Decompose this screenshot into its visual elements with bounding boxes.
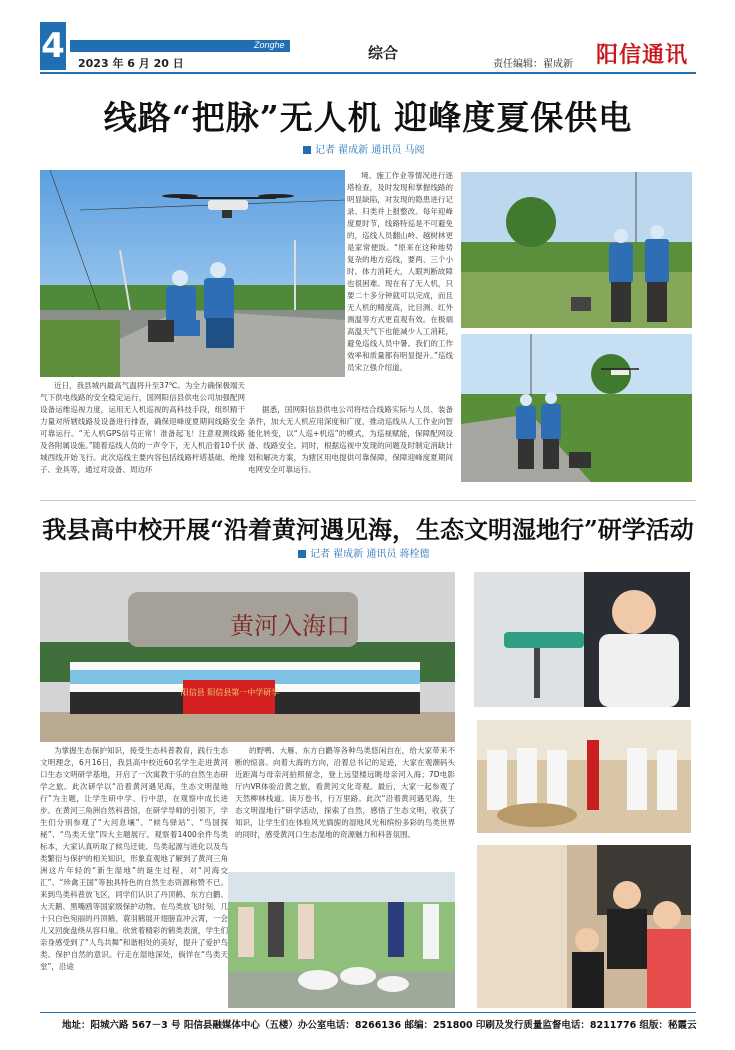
- editor-credit: 责任编辑：翟成新: [493, 59, 573, 70]
- article1-byline-text: 记者 翟成新 通讯员 马阅: [315, 145, 425, 156]
- byline-marker-icon: [298, 550, 306, 558]
- photo-workers-road-art: [461, 334, 692, 482]
- photo-museum-exhibit: [477, 720, 691, 833]
- photo-group-art: [40, 572, 455, 742]
- article1-col3-text: 据悉，国网阳信县供电公司将结合线路实际与人员、装备条件，加大无人机应用深度和广度，推动巡线从人工作业向智能化转变，以“人巡+机巡”的模式，为巡视赋能，保障配网设备、线路安全。同时，根据巡视中发现的问题及时制定消缺计划和解决方案，为辖区用电提供可靠保障，保障迎峰度夏期间电网安全可靠运行。: [248, 405, 453, 474]
- article2-column-1: [40, 745, 228, 973]
- photo-museum-art: [477, 720, 691, 833]
- photo-drone-operation-art: [40, 170, 345, 377]
- photo-workers-road: [461, 334, 692, 482]
- footer-divider: [40, 1012, 696, 1013]
- article2-col2-text: 的野鸭、大雁、东方白鹳等各种鸟类悠闲自在，给大家带来不断的惊喜。向着大海的方向，沿着总书记的足迹，大家在观潮码头近距离与母亲河拍照留念，登上远望楼远眺母亲河入海；7D电影厅内VR体验沿黄之旅，看黄河文化奇观。最后，大家一起参观了天然柳林栈道。读万卷书，行万里路。此次“沿着黄河遇见海，生态文明湿地行”研学活动，探索了自然，感悟了生态文明，收获了知识，让学生们在体验风光旖旎的湿地风光和缤纷多彩的鸟类世界的同时，感受黄河口生态湿地的资源魅力和科普氛围。: [235, 746, 455, 839]
- photo-group-yellow-river: [40, 572, 455, 742]
- issue-date: 2023 年 6 月 20 日: [78, 57, 184, 70]
- footer-info: 地址：阳城六路 567－3 号 阳信县融媒体中心（五楼）办公室电话：8266136 邮编：251800 印刷及发行质量监督电话：8211776 组版：秘霞云: [62, 1020, 697, 1031]
- article1-col1-text: 近日，我县城内最高气温将升至37℃。为全力确保极端天气下供电线路的安全稳定运行，国网阳信县供电公司加强配网设备运维巡视力度，运用无人机巡视的高科技手段，组织精干力量对所辖线路及设备进行排查，确保迎峰度夏期间线路安全可靠运行。“无人机GPS信号正常！准备起飞！注意观测线路及各附属设施。”随着巡线人员的一声令下，无人机沿着10千伏城西线开始飞行。此次巡线主要内容包括线路杆塔基础、绝缘子、金具等，通过对设备、周边环: [40, 381, 245, 474]
- newspaper-logo: 阳信通讯: [596, 42, 689, 68]
- article1-column-2: [347, 170, 453, 374]
- article2-col1-text: 为掌握生态保护知识，接受生态科普教育，践行生态文明理念，6月16日，我县高中校近60名学生走进黄河口生态文明研学基地，开启了一次寓教于乐的自然生态研学之旅。此次研学以“沿着黄河遇见海，生态文明湿地行”为主题，让学生研中学、行中思，在观察中成长进步。在黄河三角洲自然科普馆，在研学导师的引领下，学生们分别参观了“大河息壤”、“候鸟驿站”、“鸟国探秘”、“鸟类天堂”四大主题展厅。观察着1400余件鸟类标本，大家认真听取了候鸟迁徙、鸟类起源与进化以及鸟类繁衍与保护的相关知识，形象直观地了解到了黄河三角洲这片年轻的“新生湿地”的诞生过程，对“河海交汇”、“珍禽王国”等独具特色的自然生态资源称赞不已。来到鸟类科普放飞区，同学们认识了丹顶鹤、东方白鹳、大天鹅、黑嘴鸥等国家级保护动物。在鸟类放飞时刻，几十只白色宛丽的丹顶鹤、蓑羽鹤展开翅膀直冲云霄，一会儿又回旋盘绕从容归巢。欣赏着精彩的鹤类表演，学生们亲身感受到了“人鸟共舞”和谐相处的美好，提升了爱护鸟类、保护自然的意识。行走在湿地深处，倘佯在“鸟类天堂”，沿途: [40, 746, 228, 971]
- section-english: Zonghe: [254, 40, 285, 50]
- photo-students-cranes: [228, 872, 455, 1008]
- article2-column-2: [235, 745, 455, 841]
- header-divider: [40, 72, 696, 74]
- section-title: 综合: [368, 44, 399, 62]
- byline-marker-icon: [303, 146, 311, 154]
- article1-col2-text: 境、施工作业等情况进行逐塔检查，及时发现和掌握线路的明显缺陷，对发现的隐患进行记录、归类并上报整改。每年迎峰度夏时节，线路特巡是不可避免的，巡线人员翻山岭、越树林更是家常便饭。“原来在这种地势复杂的地方巡线，要两、三个小时。体力消耗大，人眼判断故障也很困难。现在有了无人机，只要二十多分钟就可以完成，而且无人机的精度高，比目测、红外测温等方式更直观有效。在极端高温天气下也能减少人工消耗，避免巡线人员中暑。我们的工作效率和质量都有明显提升。”巡线员宋立强介绍道。: [347, 171, 453, 372]
- article-divider: [40, 500, 696, 501]
- article1-column-1: [40, 380, 245, 476]
- photo-workers-field-art: [461, 172, 692, 328]
- article1-column-3: [248, 404, 453, 476]
- photo-student-telescope: [474, 572, 690, 707]
- photo-students-studying: [477, 845, 691, 1008]
- article1-headline: 线路“把脉”无人机 迎峰度夏保供电: [103, 98, 633, 137]
- monument-inscription: 黄河入海口: [230, 612, 350, 640]
- article1-byline: [303, 141, 425, 156]
- article2-headline: 我县高中校开展“沿着黄河遇见海，生态文明湿地行”研学活动: [42, 515, 694, 544]
- photo-drone-operation: [40, 170, 345, 377]
- photo-cranes-art: [228, 872, 455, 1008]
- photo-workers-field: [461, 172, 692, 328]
- page-number: 4: [40, 22, 66, 70]
- photo-telescope-art: [474, 572, 690, 707]
- banner-text: 阳信县 阳信县第一中学研学: [180, 688, 280, 697]
- article2-byline-text: 记者 翟成新 通讯员 蒋栓德: [310, 549, 430, 560]
- article2-byline: [298, 545, 430, 560]
- photo-studying-art: [477, 845, 691, 1008]
